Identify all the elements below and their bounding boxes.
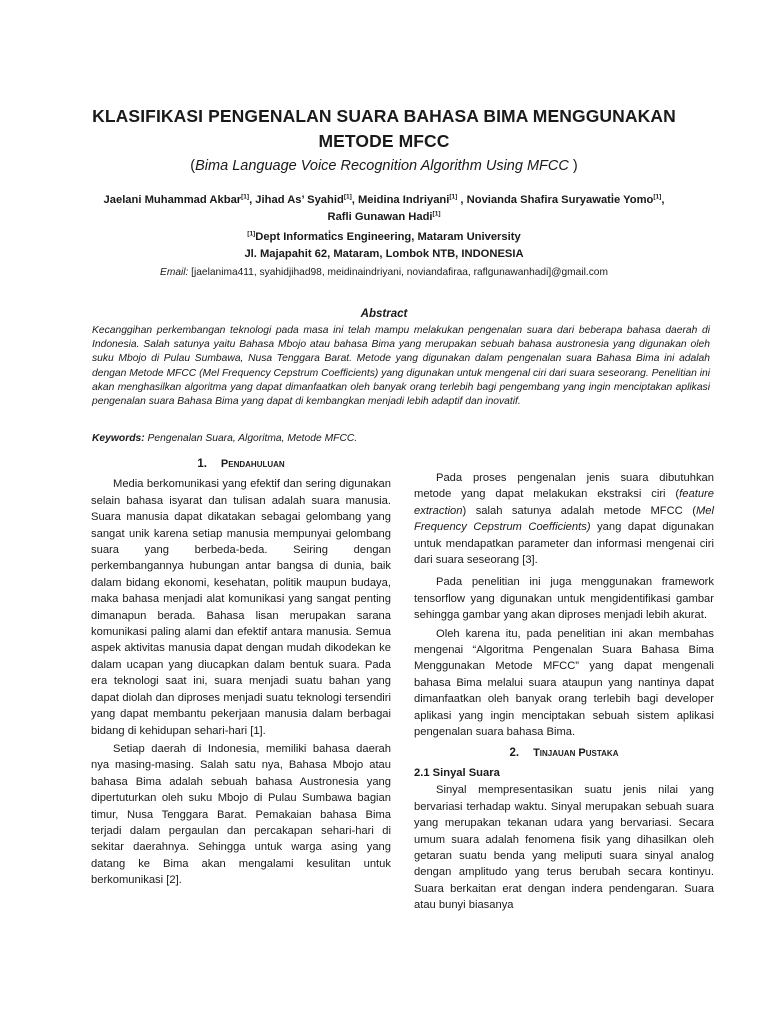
paper-title: KLASIFIKASI PENGENALAN SUARA BAHASA BIMA MENGGUNAKAN METODE MFCC [92,106,676,151]
right-column [414,470,714,916]
author-list [70,192,698,226]
right-paragraph-3: Oleh karena itu, pada penelitian ini akan membahas mengenai “Algoritma Pengenalan Suara Bahasa Bima Menggunakan Metode MFCC” yang dapat mengenali bahasa Bima melalui suara ataupun yang nantinya dapat dimanfaatkan oleh banyak orang terlebih bagi developer aplikasi yang ingin menciptakan sebuah sistem aplikasi pengenalan suara bahasa Bima. [414,627,714,739]
email-value: [jaelanima411, syahidjihad98, meidinaindriyani, noviandafiraa, raflgunawanhadi]@gmail.com [188,267,608,278]
section-2-number: 2. [509,746,520,759]
subtitle-open: ( [190,158,196,174]
keywords-label: Keywords: [92,433,145,444]
subtitle-close: ) [568,158,578,174]
author-sep: , [661,194,665,206]
keywords-value: Pengenalan Suara, Algoritma, Metode MFCC. [144,433,358,444]
right-paragraph-2: Pada penelitian ini juga menggunakan framework tensorflow yang digunakan untuk mengidentifikasi gambar sehingga gambar yang akan diproses menjadi lebih akurat. [414,576,714,622]
author-2-sup: [1] [343,193,352,201]
abstract-heading: Abstract [360,308,408,320]
author-4: , Novianda Shafira Suryawati̇e Yomo [457,194,654,206]
right-p1-mfcc-term: Mel Frequency Cepstrum Coefficients) [414,504,714,534]
email-label: Email: [160,267,189,278]
email-line [58,265,710,280]
section-2-heading [414,745,714,761]
section-1-paragraph-2: Setiap daerah di Indonesia, memiliki bahasa daerah nya masing-masing. Salah satu nya, Bahasa Mbojo atau bahasa Bima adalah sebuah bahasa Austronesia yang dipertuturkan oleh suku Mbojo di Pulau Sumbawa bagian timur, Nusa Tenggara Barat. Pemakaian bahasa Bima terjadi dalam pergaulan dan percakapan sehari-hari di sekitar daerahnya. Sehingga untuk warga asing yang datang ke Bima akan mengalami kesulitan untuk berkomunikasi [2]. [91,742,391,887]
affiliation [58,229,710,263]
section-1-heading [91,456,391,472]
section-2-title: Tinjauan Pustaka [533,746,619,759]
author-5: Rafli Gunawan Hadi [327,211,433,223]
keywords [92,432,710,446]
section-1-title: Pendahuluan [220,458,285,470]
author-3: , Meidina Indriyani [351,194,450,206]
paper-subtitle [58,156,710,176]
section-1-paragraph-1: Media berkomunikasi yang efektif dan sering digunakan selain bahasa isyarat dan tulisan adalah suara manusia. Suara manusia dapat dikatakan sebagai gelombang yang sangat unik karena setiap manusia mempunyai gelombang suara yang berbeda-beda. Seiring dengan perkembangannya hubungan antar bangsa di dunia, baik dalam bidang ekonomi, kesehatan, politik maupun budaya, maka bahasa menjadi alat komunikasi yang sangat penting dimanapun berada. Bahasa lisan merupakan sarana komunikasi paling alami dan efektif antara manusia. Semua aspek aktivitas manusia dapat dengan mudah dikodekan ke dalam ucapan yang diucapkan dalam bentuk suara. Pada era teknologi saat ini, suara menjadi suatu bahan yang dapat diolah dan diproses menjadi suatu teknologi tersendiri yang dapat membantu pekerjaan manusia dalam berbagai bidang di kehidupan sehari-hari [1]. [91,478,391,737]
right-paragraph-1 [414,470,714,568]
author-2: , Jihad As’ Syahid [249,194,344,206]
abstract-text: Kecanggihan perkembangan teknologi pada masa ini telah mampu melakukan pengenalan suara dari beberapa bahasa daerah di Indonesia. Salah satunya yaitu Bahasa Mbojo atau bahasa Bima yang merupakan sebuah bahasa austronesia yang digunakan oleh suku Mbojo di Pulau Sumbawa, Nusa Tenggara Barat. Metode yang digunakan dalam pengenalan suara Bahasa Bima ini adalah dengan Metode MFCC (Mel Frequency Cepstrum Coefficients) yang digunakan untuk mengenal ciri dari suara seseorang. Penelitian ini akan menghasilkan algoritma yang dapat dimanfaatkan oleh banyak orang terlebih bagi pengembang yang ingin menciptakan aplikasi pengenalan suara Bahasa Bima yang dapat di kembangkan menjadi lebih adaptif dan inovatif. [92,325,710,408]
affiliation-address: Jl. Majapahit 62, Mataram, Lombok NTB, INDONESIA [244,248,524,260]
author-4-sup: [1] [653,193,662,201]
right-p1-part-e: yang dapat digunakan untuk mendapatkan parameter dan informasi mengenai ciri dari suara seseorang [3]. [414,521,714,567]
right-p1-feature-extraction: feature extraction [414,488,714,517]
subsection-2-1-heading: 2.1 Sinyal Suara [414,766,500,779]
section-1-number: 1. [197,458,207,470]
affiliation-sup: [1] [247,230,256,238]
left-column [91,456,391,891]
author-3-sup: [1] [449,193,458,201]
right-p1-part-a: Pada proses pengenalan jenis suara dibutuhkan metode yang dapat melakukan ekstraksi ciri ( [414,472,714,501]
section-2-paragraph-1: Sinyal mempresentasikan suatu jenis nilai yang bervariasi terhadap waktu. Sinyal merupakan sebuah suara yang merupakan tekanan udara yang bervariasi. Secara umum suara adalah fenomena fisik yang dihasilkan oleh getaran suatu benda yang meliputi suara sinyal analog dengan amplitudo yang terus berubah secara kontinyu. Suara berkaitan erat dengan indera pendengaran. Suara atau bunyi biasanya [414,784,714,912]
subtitle-english: Bima Language Voice Recognition Algorithm Using MFCC [195,158,569,174]
right-p1-part-c: ) salah satunya adalah metode MFCC ( [462,504,696,517]
author-5-sup: [1] [432,210,441,218]
author-1: Jaelani Muhammad Akbar [103,194,242,206]
affiliation-dept: Dept Informati̇cs Engineering, Mataram University [255,231,521,243]
author-1-sup: [1] [241,193,250,201]
